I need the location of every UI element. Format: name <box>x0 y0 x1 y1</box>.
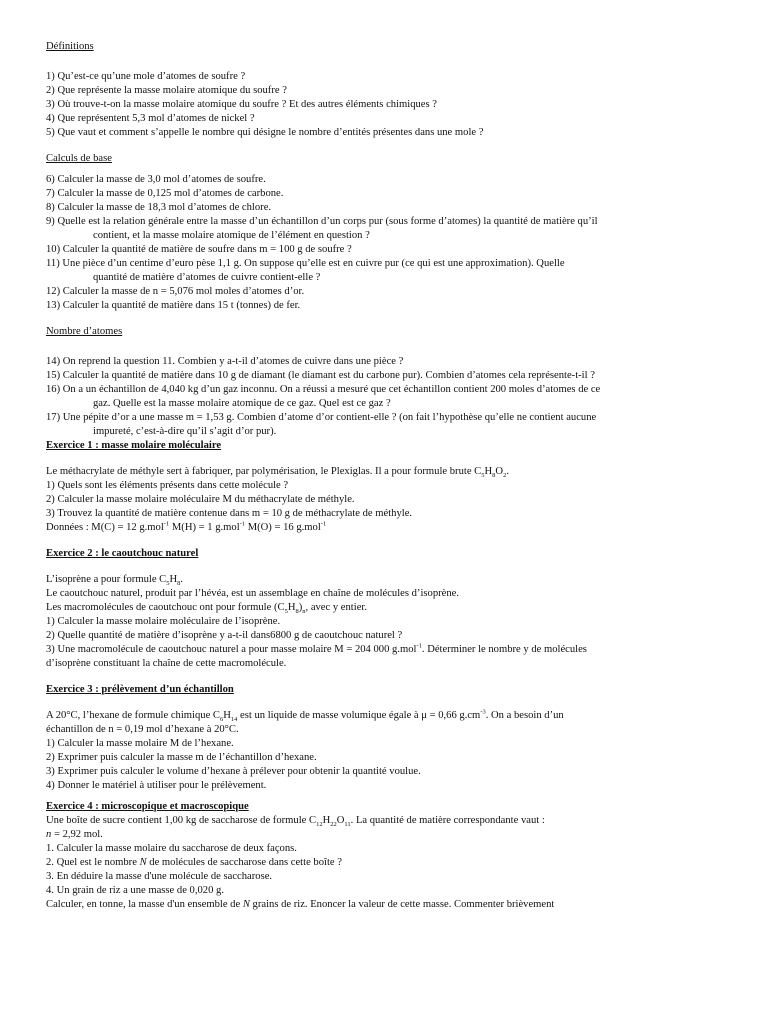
exercise-2-line-3: Les macromolécules de caoutchouc ont pour formule $(C_5H_8)_n$, avec y entier. <box>46 602 367 616</box>
question-7: 7) Calculer la masse de 0,125 mol d’atomes de carbone. <box>46 188 284 199</box>
exercise-2-line-2: Le caoutchouc naturel, produit par l’hévéa, est un assemblage en chaîne de molécules d’isoprène. <box>46 588 459 599</box>
question-15: 15) Calculer la quantité de matière dans 10 g de diamant (le diamant est du carbone pur). Combien d’atomes cela représente-t-il ? <box>46 370 595 381</box>
exercise-2-question-2: 2) Quelle quantité de matière d’isoprène y a-t-il dans6800 g de caoutchouc naturel ? <box>46 630 403 641</box>
exercise-2-title: Exercice 2 : le caoutchouc naturel <box>46 548 199 559</box>
calculs-heading: Calculs de base <box>46 153 112 164</box>
exercise-4-question-4: 4. Un grain de riz a une masse de 0,020 g. <box>46 885 224 896</box>
question-11: 11) Une pièce d’un centime d’euro pèse 1,1 g. On suppose qu’elle est en cuivre pur (ce qui est une approximation). Quelle <box>46 258 565 269</box>
exercise-1-question-2: 2) Calculer la masse molaire moléculaire M du méthacrylate de méthyle. <box>46 494 355 505</box>
question-1: 1) Qu’est-ce qu’une mole d’atomes de soufre ? <box>46 71 246 82</box>
exercise-3-question-3: 3) Exprimer puis calculer le volume d’hexane à prélever pour obtenir la quantité voulue. <box>46 766 421 777</box>
exercise-3-line-1: A 20°C, l’hexane de formule chimique $C_6H_{14}$ est un liquide de masse volumique égale à μ = 0,66 $g.cm^{-3}$. On a besoin d’un <box>46 708 564 724</box>
question-4: 4) Que représentent 5,3 mol d’atomes de nickel ? <box>46 113 255 124</box>
question-16-continued: gaz. Quelle est la masse molaire atomique de ce gaz. Quel est ce gaz ? <box>93 398 391 409</box>
exercise-4-question-2: 2. Quel est le nombre N de molécules de saccharose dans cette boîte ? <box>46 857 342 868</box>
exercise-1-title: Exercice 1 : masse molaire moléculaire <box>46 440 222 451</box>
question-16: 16) On a un échantillon de 4,040 kg d’un gaz inconnu. On a réussi a mesuré que cet échantillon contient 200 moles d’atomes de ce <box>46 384 601 395</box>
exercise-2-question-3: 3) Une macromolécule de caoutchouc naturel a pour masse molaire M = 204 000 g.mol$^{-1}$. Déterminer le nombre y de molécules <box>46 642 587 655</box>
exercise-3-question-1: 1) Calculer la masse molaire M de l’hexane. <box>46 738 234 749</box>
question-10: 10) Calculer la quantité de matière de soufre dans m = 100 g de soufre ? <box>46 244 352 255</box>
question-14: 14) On reprend la question 11. Combien y a-t-il d’atomes de cuivre dans une pièce ? <box>46 356 404 367</box>
question-11-continued: quantité de matière d’atomes de cuivre contient-elle ? <box>93 272 321 283</box>
exercise-4-question-3: 3. En déduire la masse d'une molécule de saccharose. <box>46 871 273 882</box>
exercise-3-question-4: 4) Donner le matériel à utiliser pour le prélèvement. <box>46 780 267 791</box>
exercise-3-title: Exercice 3 : prélèvement d’un échantillon <box>46 684 234 695</box>
exercise-4-question-1: 1. Calculer la masse molaire du saccharose de deux façons. <box>46 843 297 854</box>
question-5: 5) Que vaut et comment s’appelle le nombre qui désigne le nombre d’entités présentes dans une mole ? <box>46 127 484 138</box>
exercise-4-final: Calculer, en tonne, la masse d'un ensemble de N grains de riz. Enoncer la valeur de cette masse. Commenter brièvement <box>46 899 555 910</box>
question-12: 12) Calculer la masse de n = 5,076 mol moles d’atomes d’or. <box>46 286 305 297</box>
exercise-1-question-3: 3) Trouvez la quantité de matière contenue dans m = 10 g de méthacrylate de méthyle. <box>46 508 413 519</box>
worksheet-page <box>46 40 726 912</box>
question-17: 17) Une pépite d’or a une masse m = 1,53 g. Combien d’atome d’or contient-elle ? (on fait l’hypothèse qu’elle ne contient aucune <box>46 412 597 423</box>
definitions-heading: Définitions <box>46 41 94 52</box>
exercise-4-line-2: n = 2,92 mol. <box>46 829 103 840</box>
question-9: 9) Quelle est la relation générale entre la masse d’un échantillon d’un corps pur (sous forme d’atomes) la quantité de matière qu’il <box>46 216 598 227</box>
question-17-continued: impureté, c’est-à-dire qu’il s’agit d’or pur). <box>93 426 277 437</box>
exercise-4-line-1: Une boîte de sucre contient 1,00 kg de saccharose de formule $C_{12}H_{22}O_{11}$. La quantité de matière correspondante vaut : <box>46 815 545 829</box>
question-8: 8) Calculer la masse de 18,3 mol d’atomes de chlore. <box>46 202 272 213</box>
exercise-3-question-2: 2) Exprimer puis calculer la masse m de l’échantillon d’hexane. <box>46 752 317 763</box>
question-9-continued: contient, et la masse molaire atomique de l’élément en question ? <box>93 230 370 241</box>
exercise-2-question-3-continued: d’isoprène constituant la chaîne de cette macromolécule. <box>46 658 287 669</box>
atomes-heading: Nombre d’atomes <box>46 326 123 337</box>
exercise-2-line-1: L’isoprène a pour formule $C_5H_8$. <box>46 574 184 588</box>
exercise-2-question-1: 1) Calculer la masse molaire moléculaire de l’isoprène. <box>46 616 281 627</box>
question-2: 2) Que représente la masse molaire atomique du soufre ? <box>46 85 287 96</box>
exercise-3-line-2: échantillon de n = 0,19 mol d’hexane à 20°C. <box>46 724 239 735</box>
exercise-1-intro: Le méthacrylate de méthyle sert à fabriquer, par polymérisation, le Plexiglas. Il a pour formule brute $C_5H_8O_2$. <box>46 466 509 480</box>
exercise-1-question-1: 1) Quels sont les éléments présents dans cette molécule ? <box>46 480 289 491</box>
exercise-1-donnees: Données : M(C) = 12 g.mol$^{-1}$ M(H) = 1 g.mol$^{-1}$ M(O) = 16 g.mol$^{-1}$ <box>46 520 327 533</box>
exercise-4-title: Exercice 4 : microscopique et macroscopique <box>46 801 249 812</box>
question-6: 6) Calculer la masse de 3,0 mol d’atomes de soufre. <box>46 174 266 185</box>
question-13: 13) Calculer la quantité de matière dans 15 t (tonnes) de fer. <box>46 300 301 311</box>
question-3: 3) Où trouve-t-on la masse molaire atomique du soufre ? Et des autres éléments chimiques ? <box>46 99 437 110</box>
